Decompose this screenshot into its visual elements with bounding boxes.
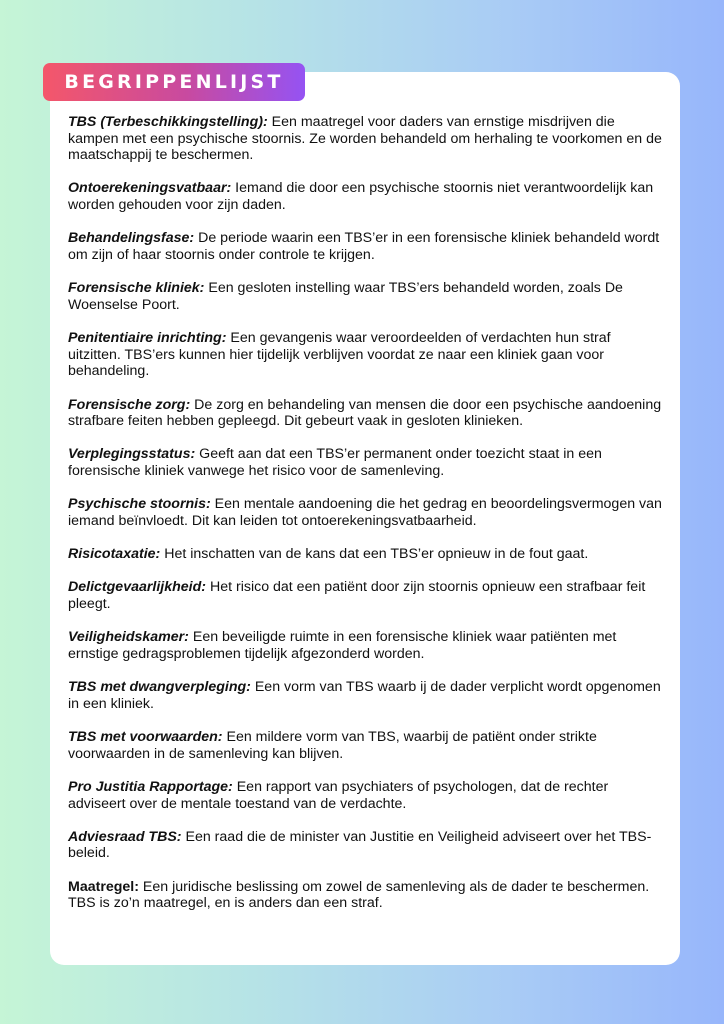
glossary-list: [68, 114, 664, 929]
glossary-definition: Een juridische beslissing om zowel de samenleving als de dader te beschermen. TBS is zo’n maatregel, en is anders dan een straf.: [68, 878, 650, 912]
glossary-term: Pro Justitia Rapportage:: [68, 778, 233, 795]
glossary-entry: [68, 446, 664, 479]
glossary-term: Penitentiaire inrichting:: [68, 330, 227, 347]
glossary-definition: Een gesloten instelling waar TBS’ers behandeld worden, zoals De Woenselse Poort.: [68, 280, 623, 313]
glossary-entry: [68, 546, 664, 563]
glossary-entry: [68, 180, 664, 213]
glossary-definition: Een mentale aandoening die het gedrag en beoordelingsvermogen van iemand beïnvloedt. Dit kan leiden tot ontoerekeningsvatbaarheid.: [68, 496, 662, 529]
glossary-entry: [68, 230, 664, 263]
glossary-term: Ontoerekeningsvatbaar:: [68, 180, 232, 197]
glossary-entry: [68, 397, 664, 430]
glossary-term: Psychische stoornis:: [68, 496, 211, 513]
glossary-definition: Een gevangenis waar veroordeelden of verdachten hun straf uitzitten. TBS’ers kunnen hier tijdelijk verblijven voordat ze naar een kliniek gaan voor behandeling.: [68, 330, 611, 380]
glossary-term: Forensische zorg:: [68, 396, 191, 413]
glossary-definition: Een maatregel voor daders van ernstige misdrijven die kampen met een psychische stoornis. Ze worden behandeld om herhaling te voorkomen en de maatschappij te beschermen.: [68, 114, 662, 164]
glossary-definition: Een mildere vorm van TBS, waarbij de patiënt onder strikte voorwaarden in de samenleving kan blijven.: [68, 729, 597, 762]
glossary-definition: De periode waarin een TBS’er in een forensische kliniek behandeld wordt om zijn of haar stoornis onder controle te krijgen.: [68, 230, 660, 263]
glossary-definition: Het inschatten van de kans dat een TBS’er opnieuw in de fout gaat.: [164, 546, 589, 563]
glossary-term: Forensische kliniek:: [68, 280, 205, 297]
glossary-term: Maatregel:: [68, 878, 139, 895]
glossary-entry: [68, 280, 664, 313]
glossary-term: Risicotaxatie:: [68, 546, 161, 563]
glossary-definition: Iemand die door een psychische stoornis niet verantwoordelijk kan worden gehouden voor zijn daden.: [68, 180, 654, 214]
glossary-definition: Een raad die de minister van Justitie en Veiligheid adviseert over het TBS-beleid.: [68, 828, 652, 862]
glossary-term: Verplegingsstatus:: [68, 446, 196, 463]
glossary-entry: [68, 579, 664, 612]
glossary-entry: [68, 779, 664, 812]
glossary-term: TBS (Terbeschikkingstelling):: [68, 114, 268, 130]
glossary-entry: [68, 729, 664, 762]
glossary-entry: [68, 879, 664, 912]
glossary-definition: De zorg en behandeling van mensen die door een psychische aandoening strafbare feiten hebben gepleegd. Dit gebeurt vaak in gesloten klinieken.: [68, 396, 662, 430]
glossary-definition: Een vorm van TBS waarb ij de dader verplicht wordt opgenomen in een kliniek.: [68, 679, 661, 712]
glossary-definition: Een beveiligde ruimte in een forensische kliniek waar patiënten met ernstige gedragsproblemen tijdelijk afgezonderd worden.: [68, 629, 617, 662]
glossary-title: BEGRIPPENLIJST: [43, 63, 305, 101]
glossary-term: Behandelingsfase:: [68, 230, 195, 247]
glossary-term: TBS met dwangverpleging:: [68, 679, 251, 696]
glossary-definition: Een rapport van psychiaters of psychologen, dat de rechter adviseert over de mentale toestand van de verdachte.: [68, 778, 609, 812]
glossary-term: Adviesraad TBS:: [68, 828, 182, 845]
glossary-definition: Het risico dat een patiënt door zijn stoornis opnieuw een strafbaar feit pleegt.: [68, 579, 646, 613]
glossary-entry: [68, 629, 664, 662]
glossary-term: Delictgevaarlijkheid:: [68, 579, 206, 596]
glossary-entry: [68, 829, 664, 862]
glossary-entry: [68, 679, 664, 712]
glossary-term: Veiligheidskamer:: [68, 629, 189, 646]
glossary-definition: Geeft aan dat een TBS’er permanent onder toezicht staat in een forensische kliniek vanwege het risico voor de samenleving.: [68, 446, 602, 480]
glossary-entry: [68, 330, 664, 380]
glossary-term: TBS met voorwaarden:: [68, 729, 223, 746]
glossary-entry: [68, 114, 664, 164]
glossary-entry: [68, 496, 664, 529]
